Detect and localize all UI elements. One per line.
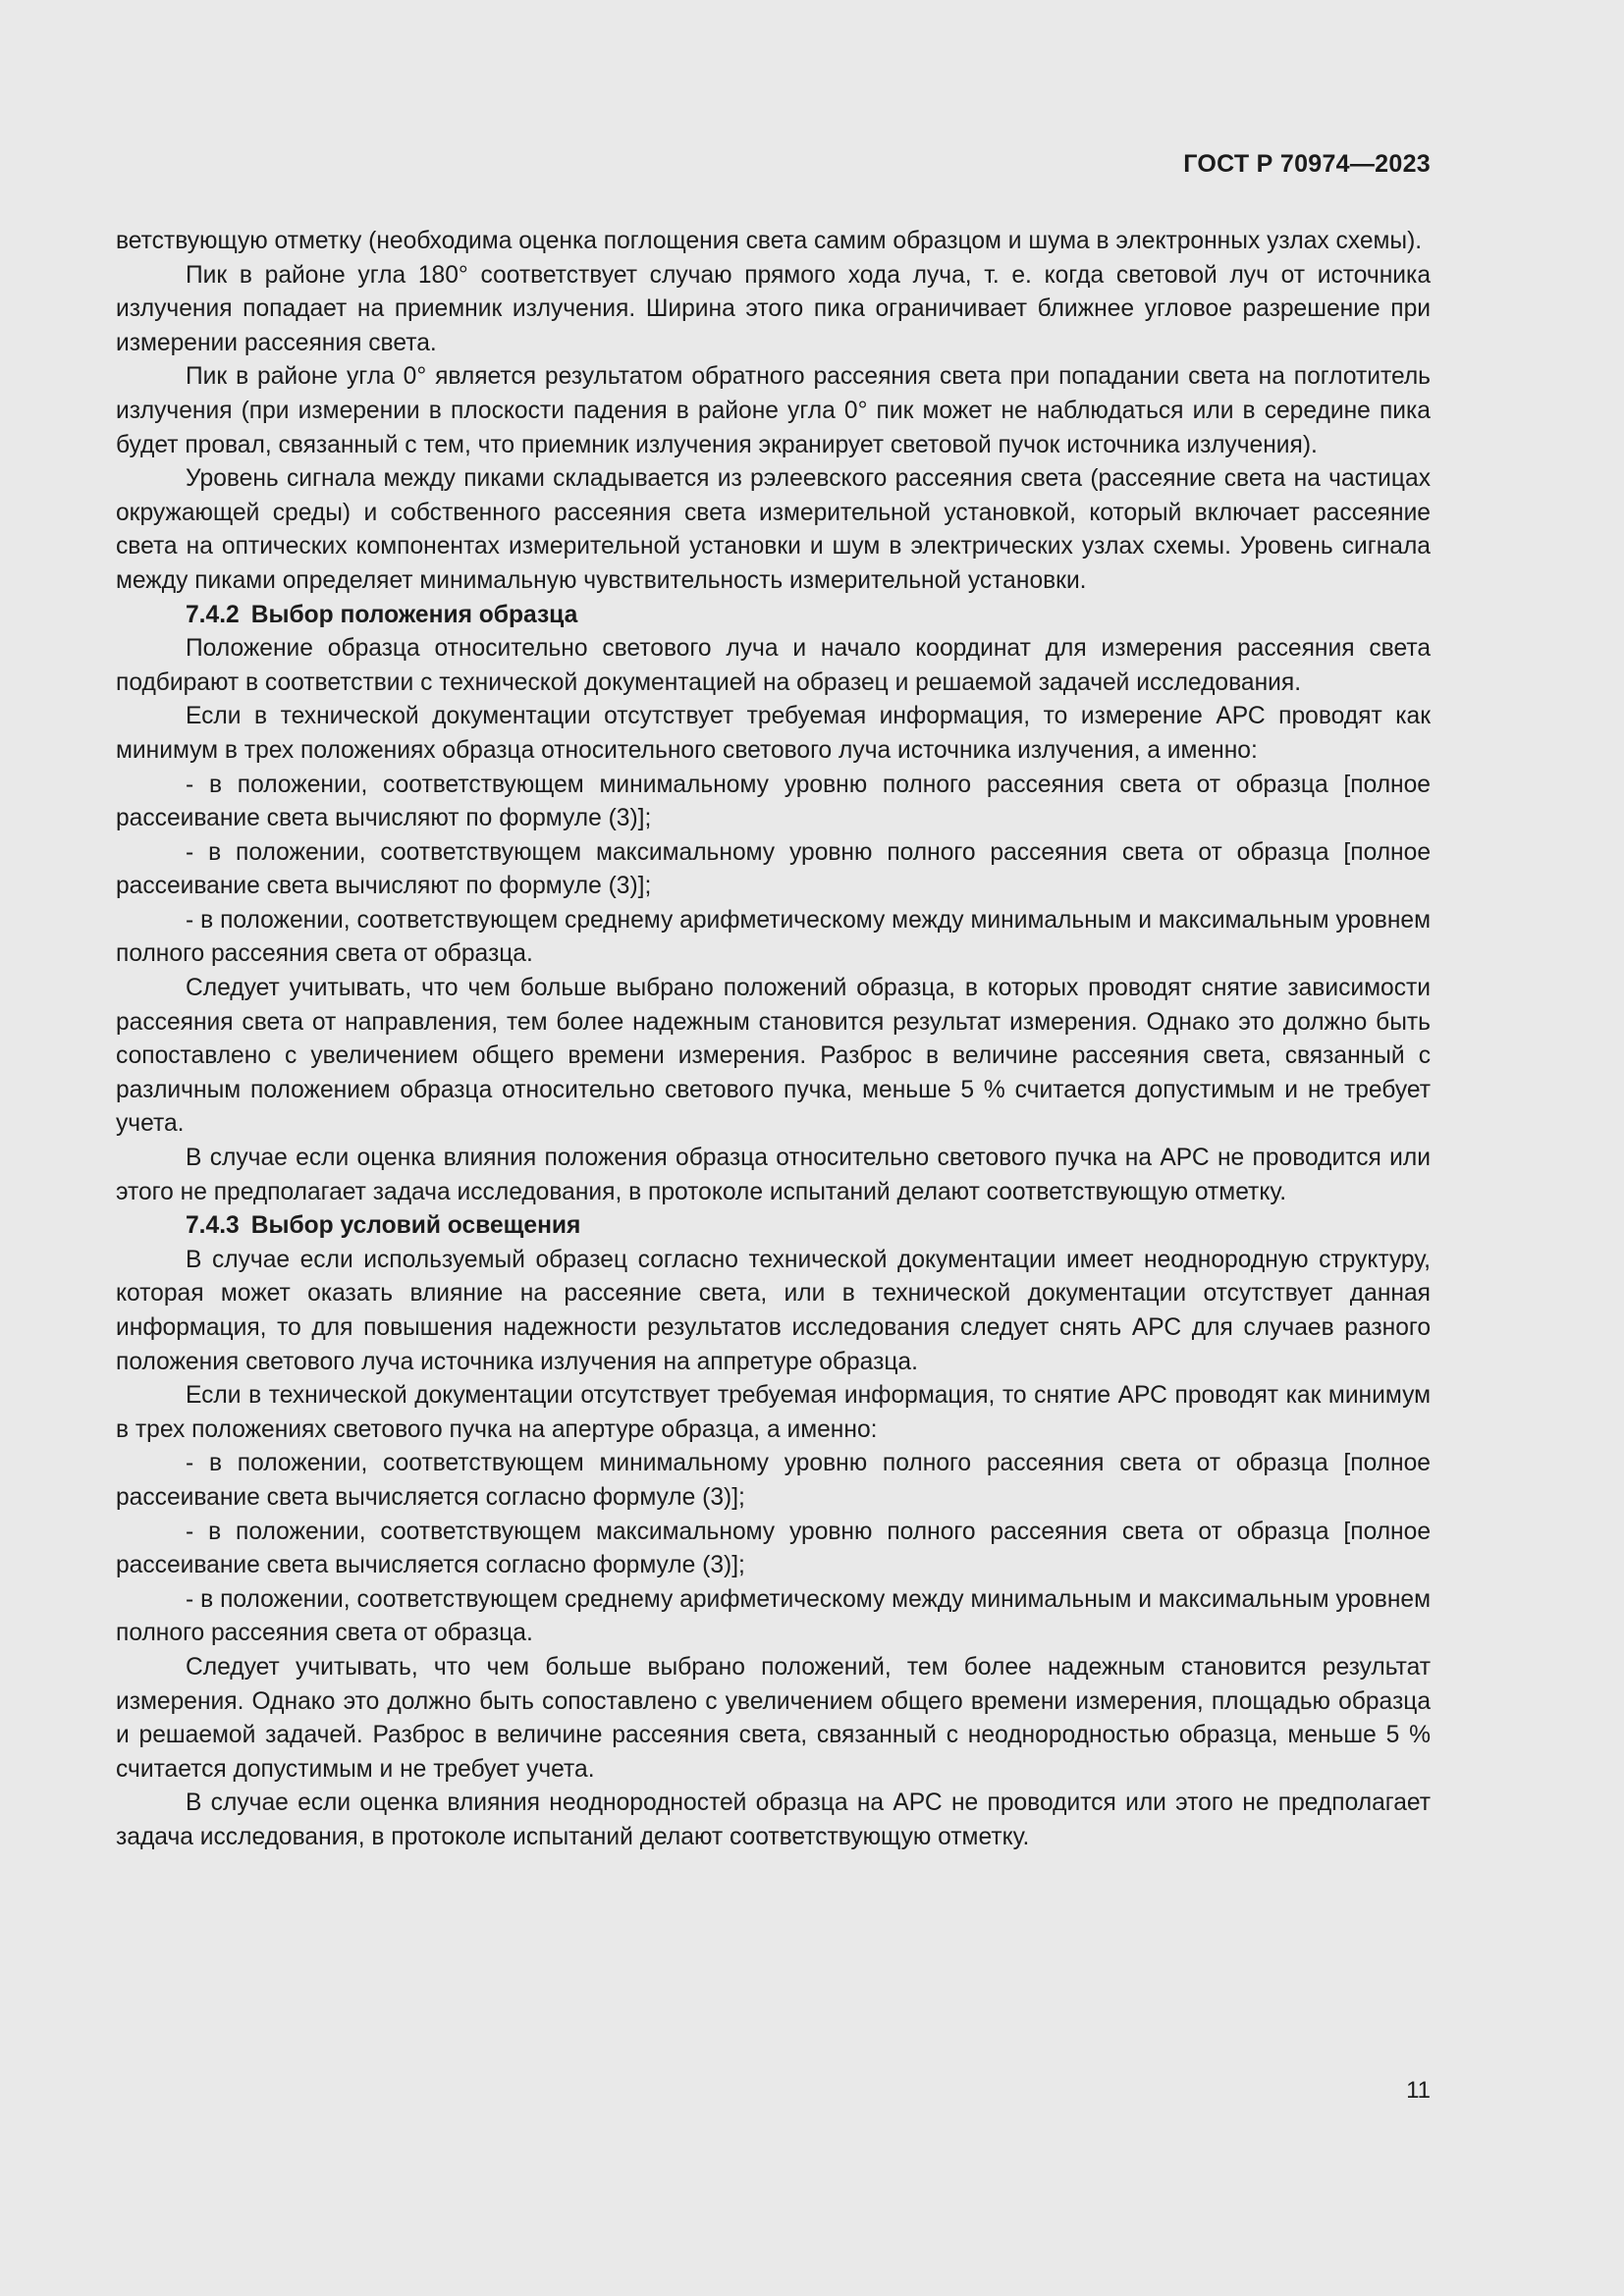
standard-designation: ГОСТ Р 70974—2023: [1183, 150, 1431, 178]
list-item: - в положении, соответствующем среднему арифметическому между минимальным и максимальным уровнем полного рассеяния света от образца.: [116, 1585, 1431, 1647]
paragraph: ветствующую отметку (необходима оценка поглощения света самим образцом и шума в электронных узлах схемы).: [116, 228, 1423, 254]
list-item: - в положении, соответствующем минимальному уровню полного рассеяния света от образца [полное рассеивание света вычисляется согласно формуле (3)];: [116, 1450, 1431, 1511]
section-title: Выбор условий освещения: [250, 1212, 581, 1240]
paragraph: Следует учитывать, что чем больше выбрано положений образца, в которых проводят снятие зависимости рассеяния света от направления, тем более надежным становится результат измерения. Однако это должно быть сопоставлено с увеличением общего времени измерения. Разброс в величине рассеяния света, связанный с различным положением образца относительно светового пучка, меньше 5 % считается допустимым и не требует учета.: [116, 975, 1431, 1138]
list-item: - в положении, соответствующем минимальному уровню полного рассеяния света от образца [полное рассеивание света вычисляют по формуле (3)];: [116, 771, 1431, 832]
paragraph: В случае если оценка влияния положения образца относительно светового пучка на АРС не проводится или этого не предполагает задача исследования, в протоколе испытаний делают соответствующую отметку.: [116, 1145, 1431, 1205]
paragraph: Если в технической документации отсутствует требуемая информация, то снятие АРС проводят как минимум в трех положениях светового пучка на апертуре образца, а именно:: [116, 1382, 1431, 1443]
paragraph: Пик в районе угла 0° является результатом обратного рассеяния света при попадании света на поглотитель излучения (при измерении в плоскости падения в районе угла 0° пик может не наблюдаться или в середине пика будет провал, связанный с тем, что приемник излучения экранирует световой пучок источника излучения).: [116, 363, 1431, 458]
paragraph: Уровень сигнала между пиками складывается из рэлеевского рассеяния света (рассеяние света на частицах окружающей среды) и собственного рассеяния света измерительной установкой, который включает рассеяние света на оптических компонентах измерительной установки и шум в электрических узлах схемы. Уровень сигнала между пиками определяет минимальную чувствительность измерительной установки.: [116, 465, 1431, 594]
paragraph: Пик в районе угла 180° соответствует случаю прямого хода луча, т. е. когда световой луч от источника излучения попадает на приемник излучения. Ширина этого пика ограничивает ближнее угловое разрешение при измерении рассеяния света.: [116, 261, 1431, 356]
paragraph: Положение образца относительно светового луча и начало координат для измерения рассеяния света подбирают в соответствии с технической документацией на образец и решаемой задачей исследования.: [116, 635, 1431, 696]
section-number: 7.4.3: [186, 1212, 240, 1240]
paragraph: Следует учитывать, что чем больше выбрано положений, тем более надежным становится результат измерения. Однако это должно быть сопоставлено с увеличением общего времени измерения, площадью образца и решаемой задачей. Разброс в величине рассеяния света, связанный с неоднородностью образца, меньше 5 % считается допустимым и не требует учета.: [116, 1653, 1431, 1783]
page-number: 11: [1406, 2077, 1431, 2104]
list-item: - в положении, соответствующем максимальному уровню полного рассеяния света от образца [полное рассеивание света вычисляют по формуле (3)];: [116, 838, 1431, 900]
list-item: - в положении, соответствующем максимальному уровню полного рассеяния света от образца [полное рассеивание света вычисляется согласно формуле (3)];: [116, 1518, 1431, 1579]
section-heading-7-4-3: [116, 1209, 1431, 1244]
section-number: 7.4.2: [186, 601, 240, 628]
list-item: - в положении, соответствующем среднему арифметическому между минимальным и максимальным уровнем полного рассеяния света от образца.: [116, 906, 1431, 968]
paragraph: В случае если используемый образец согласно технической документации имеет неоднородную структуру, которая может оказать влияние на рассеяние света, или в технической документации отсутствует данная информация, то для повышения надежности результатов исследования следует снять АРС для случаев разного положения светового луча источника излучения на аппретуре образца.: [116, 1246, 1431, 1375]
document-body: [116, 225, 1431, 1855]
paragraph: В случае если оценка влияния неоднородностей образца на АРС не проводится или этого не предполагает задача исследования, в протоколе испытаний делают соответствующую отметку.: [116, 1789, 1431, 1850]
section-heading-7-4-2: [116, 599, 1431, 633]
paragraph: Если в технической документации отсутствует требуемая информация, то измерение АРС проводят как минимум в трех положениях образца относительного светового луча источника излучения, а именно:: [116, 703, 1431, 764]
section-title: Выбор положения образца: [250, 601, 578, 628]
